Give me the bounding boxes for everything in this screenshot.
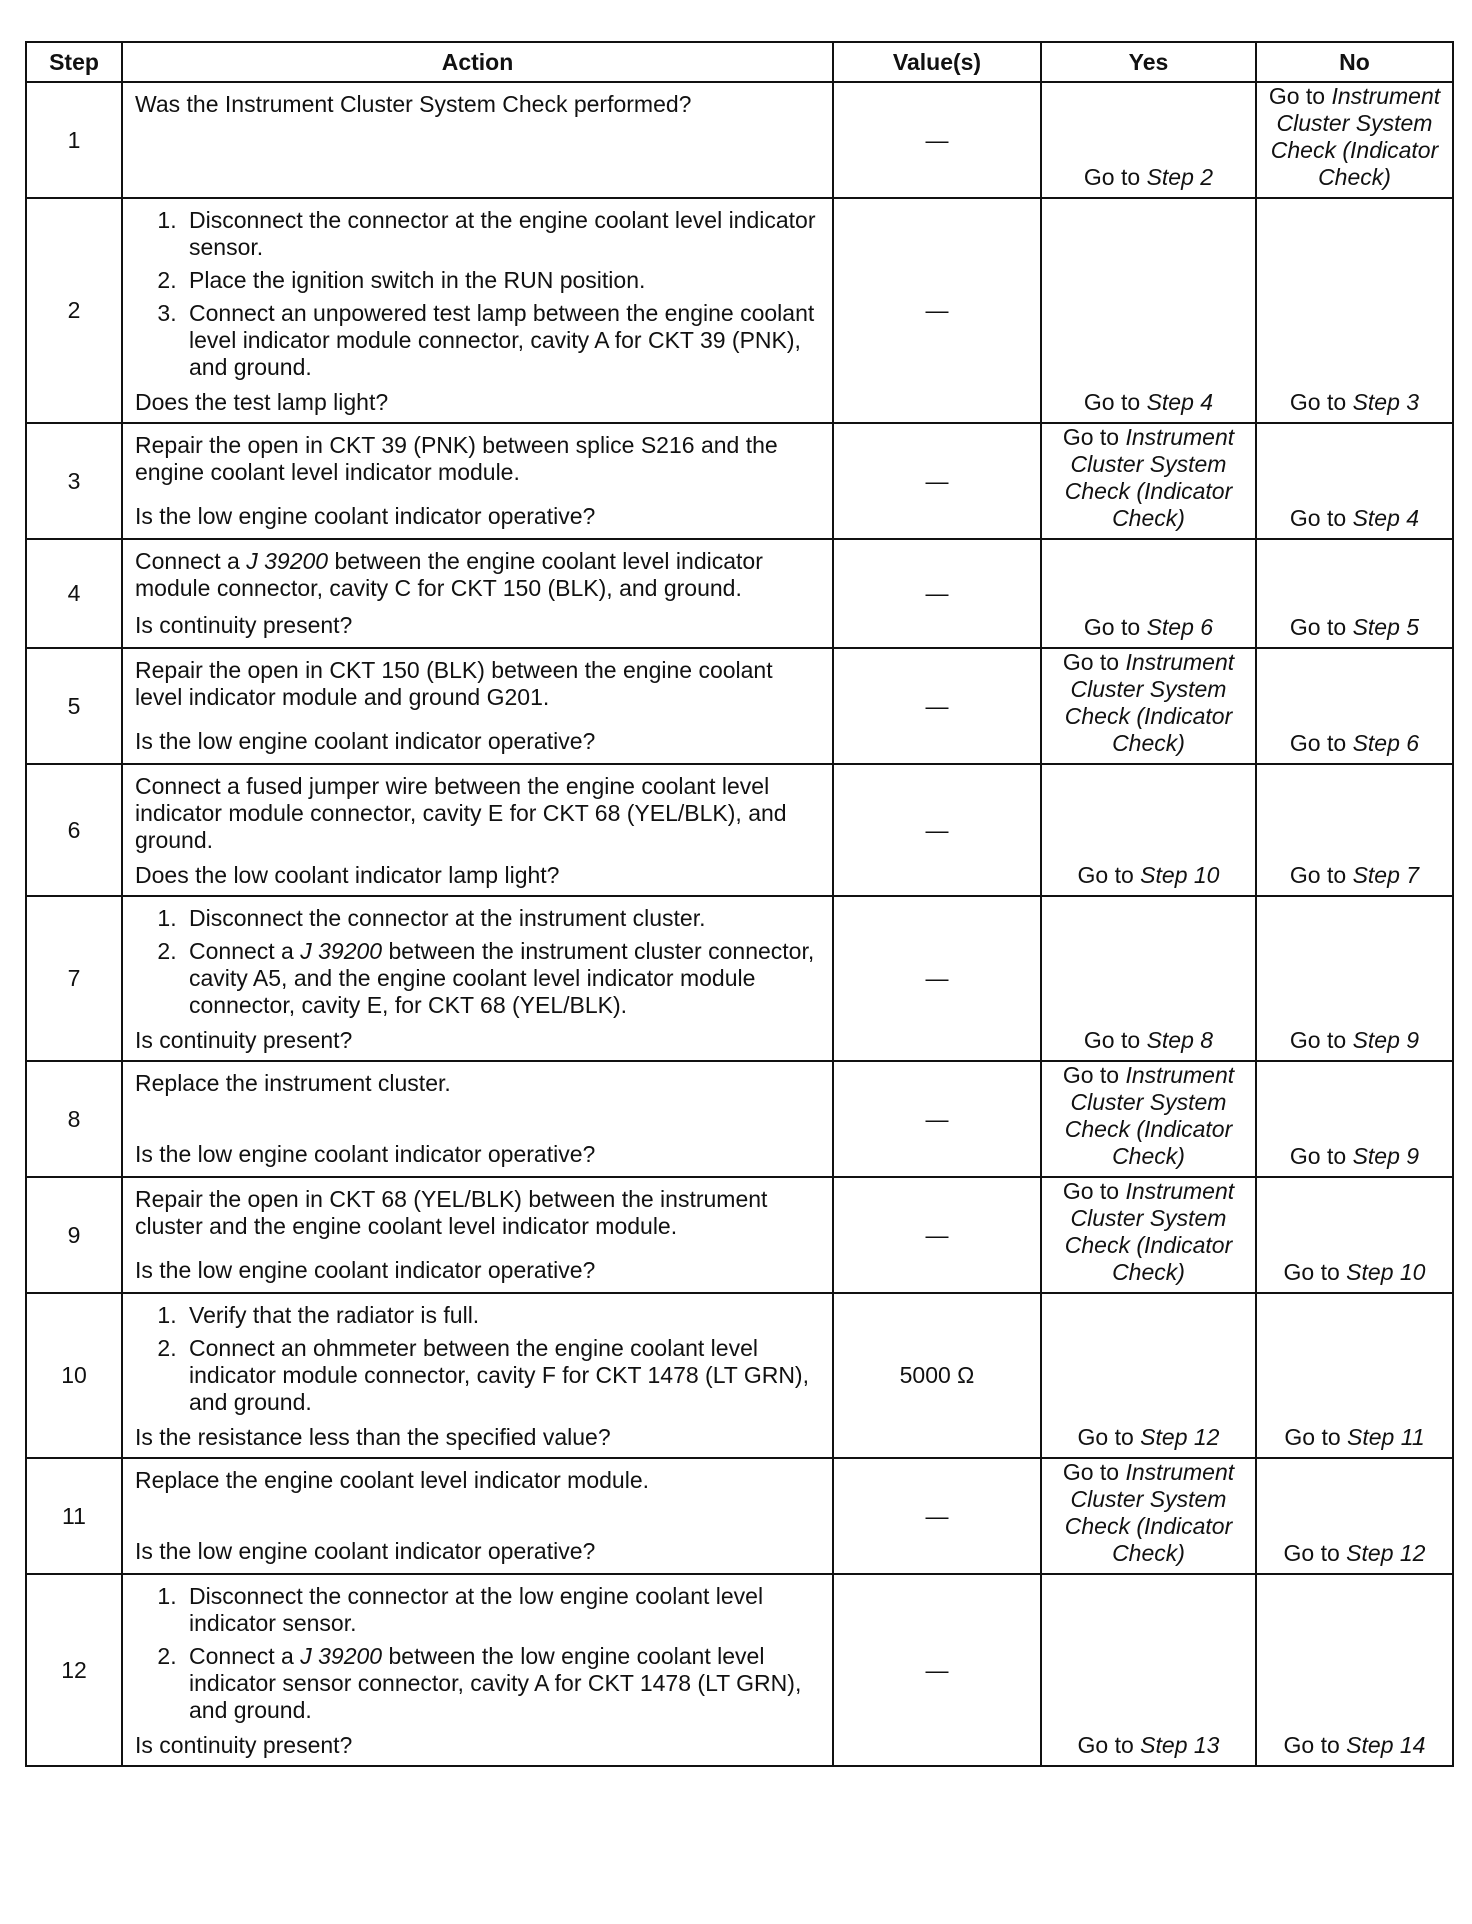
go-to-target: Step 2 <box>1146 164 1214 190</box>
yes-result-link[interactable] <box>1048 1732 1249 1759</box>
tool-reference: J 39200 <box>300 1643 383 1669</box>
step-number: 2 <box>26 198 122 423</box>
no-result <box>1256 648 1453 764</box>
text-run: between the instrument cluster connector, cavity A5, and the engine coolant level indicator module connector, cavity E, for CKT 68 (YEL/BLK). <box>189 938 815 1018</box>
step-number: 6 <box>26 764 122 896</box>
instruction-list-item: 1. Verify that the radiator is full. <box>183 1302 822 1329</box>
instruction-text: Connect a fused jumper wire between the engine coolant level indicator module connector, cavity E for CKT 68 (YEL/BLK), and ground. <box>135 773 787 853</box>
tool-reference: J 39200 <box>300 938 383 964</box>
action-content <box>135 548 822 639</box>
go-to-text: Go to <box>1062 649 1126 675</box>
table-body <box>26 82 1453 1766</box>
action-instructions <box>135 1583 822 1728</box>
go-to-text: Go to <box>1283 1259 1347 1285</box>
yes-result-link[interactable] <box>1048 424 1249 532</box>
text-run: between the low engine coolant level indicator sensor connector, cavity A for CKT 1478 (LT GRN), and ground. <box>189 1643 802 1723</box>
action-instructions <box>135 657 822 715</box>
question-text: Does the test lamp light? <box>135 389 389 415</box>
yes-result <box>1041 1458 1256 1574</box>
value-cell: — <box>833 648 1041 764</box>
no-result <box>1256 539 1453 648</box>
go-to-text: Go to <box>1283 1732 1347 1758</box>
instruction-text: Repair the open in CKT 68 (YEL/BLK) between the instrument cluster and the engine coolant level indicator module. <box>135 1186 768 1239</box>
yes-result-link[interactable] <box>1048 1027 1249 1054</box>
table-row <box>26 82 1453 198</box>
go-to-text: Go to <box>1062 1459 1126 1485</box>
yes-result <box>1041 82 1256 198</box>
instruction-text: Repair the open in CKT 150 (BLK) between the engine coolant level indicator module and ground G201. <box>135 657 773 710</box>
go-to-text: Go to <box>1062 1062 1126 1088</box>
no-result-link[interactable] <box>1263 1540 1446 1567</box>
instruction-list-item: 2. Connect an ohmmeter between the engine coolant level indicator module connector, cavity F for CKT 1478 (LT GRN), and ground. <box>183 1335 822 1416</box>
action-cell <box>122 1061 833 1177</box>
go-to-target: Instrument Cluster System Check (Indicator Check) <box>1270 83 1441 190</box>
action-cell <box>122 423 833 539</box>
text-run: Connect a <box>135 548 247 574</box>
go-to-target: Step 9 <box>1352 1027 1420 1053</box>
go-to-target: Step 11 <box>1347 1424 1425 1450</box>
instruction-text <box>135 548 822 602</box>
yes-result <box>1041 648 1256 764</box>
question-text: Is the low engine coolant indicator operative? <box>135 1141 596 1167</box>
action-content <box>135 905 822 1054</box>
table-row <box>26 198 1453 423</box>
yes-result <box>1041 539 1256 648</box>
no-result-link[interactable] <box>1263 614 1446 641</box>
action-instructions <box>135 432 822 490</box>
table-row <box>26 539 1453 648</box>
table-row <box>26 1293 1453 1458</box>
value-cell: — <box>833 539 1041 648</box>
action-cell <box>122 1574 833 1766</box>
action-content <box>135 1467 822 1565</box>
instruction-list-item: 1. Disconnect the connector at the low engine coolant level indicator sensor. <box>183 1583 822 1637</box>
go-to-target: Instrument Cluster System Check (Indicator Check) <box>1064 424 1235 531</box>
action-instructions <box>135 91 822 122</box>
go-to-text: Go to <box>1083 389 1147 415</box>
no-result <box>1256 764 1453 896</box>
no-result-link[interactable] <box>1263 505 1446 532</box>
instruction-list-item: 3. Connect an unpowered test lamp between the engine coolant level indicator module connector, cavity A for CKT 39 (PNK), and ground. <box>183 300 822 381</box>
go-to-target: Instrument Cluster System Check (Indicator Check) <box>1064 1178 1235 1285</box>
text-run: Connect a <box>189 938 301 964</box>
go-to-target: Step 6 <box>1146 614 1214 640</box>
question-text: Is the resistance less than the specified value? <box>135 1424 611 1450</box>
step-number: 11 <box>26 1458 122 1574</box>
go-to-target: Instrument Cluster System Check (Indicator Check) <box>1064 1459 1235 1566</box>
go-to-target: Step 12 <box>1346 1540 1426 1566</box>
go-to-text: Go to <box>1289 389 1353 415</box>
header-step: Step <box>26 42 122 82</box>
go-to-target: Step 7 <box>1352 862 1420 888</box>
value-cell: — <box>833 764 1041 896</box>
no-result <box>1256 1061 1453 1177</box>
go-to-text: Go to <box>1289 862 1353 888</box>
instruction-list-item <box>183 1643 822 1724</box>
action-instructions <box>135 773 822 858</box>
go-to-target: Step 8 <box>1146 1027 1214 1053</box>
yes-result <box>1041 1574 1256 1766</box>
go-to-text: Go to <box>1268 83 1332 109</box>
table-row <box>26 648 1453 764</box>
action-content <box>135 657 822 755</box>
header-row <box>26 42 1453 82</box>
no-result-link[interactable] <box>1263 730 1446 757</box>
go-to-text: Go to <box>1083 614 1147 640</box>
header-no: No <box>1256 42 1453 82</box>
go-to-target: Step 3 <box>1352 389 1420 415</box>
go-to-text: Go to <box>1289 1143 1353 1169</box>
question-text: Is continuity present? <box>135 1027 353 1053</box>
no-result <box>1256 423 1453 539</box>
go-to-text: Go to <box>1077 862 1141 888</box>
go-to-target: Step 4 <box>1352 505 1420 531</box>
go-to-text: Go to <box>1284 1424 1348 1450</box>
instruction-list-item <box>183 938 822 1019</box>
go-to-target: Step 5 <box>1352 614 1420 640</box>
step-number: 1 <box>26 82 122 198</box>
tool-reference: J 39200 <box>246 548 329 574</box>
action-content <box>135 773 822 889</box>
go-to-text: Go to <box>1062 424 1126 450</box>
yes-result-link[interactable] <box>1048 862 1249 889</box>
step-number: 3 <box>26 423 122 539</box>
action-content <box>135 432 822 530</box>
action-content <box>135 1583 822 1759</box>
no-result <box>1256 1293 1453 1458</box>
yes-result-link[interactable] <box>1048 1178 1249 1286</box>
action-cell <box>122 539 833 648</box>
no-result-link[interactable] <box>1263 389 1446 416</box>
yes-result-link[interactable] <box>1048 164 1249 191</box>
go-to-target: Instrument Cluster System Check (Indicator Check) <box>1064 1062 1235 1169</box>
go-to-text: Go to <box>1289 505 1353 531</box>
table-row <box>26 1574 1453 1766</box>
go-to-text: Go to <box>1083 1027 1147 1053</box>
action-instructions <box>135 207 822 385</box>
go-to-text: Go to <box>1289 1027 1353 1053</box>
table-row <box>26 896 1453 1061</box>
go-to-target: Instrument Cluster System Check (Indicator Check) <box>1064 649 1235 756</box>
question-text: Does the low coolant indicator lamp light? <box>135 862 560 888</box>
action-instructions <box>135 1467 822 1498</box>
action-instructions <box>135 905 822 1023</box>
action-cell <box>122 198 833 423</box>
value-cell: 5000 Ω <box>833 1293 1041 1458</box>
yes-result-link[interactable] <box>1048 649 1249 757</box>
go-to-target: Step 9 <box>1352 1143 1420 1169</box>
action-cell <box>122 764 833 896</box>
instruction-text: Replace the instrument cluster. <box>135 1070 451 1096</box>
action-cell <box>122 1293 833 1458</box>
go-to-target: Step 12 <box>1140 1424 1220 1450</box>
yes-result <box>1041 764 1256 896</box>
no-result <box>1256 82 1453 198</box>
value-cell: — <box>833 896 1041 1061</box>
go-to-text: Go to <box>1289 614 1353 640</box>
header-action: Action <box>122 42 833 82</box>
action-content <box>135 1302 822 1451</box>
yes-result-link[interactable] <box>1048 1459 1249 1567</box>
diagnostic-table <box>25 41 1454 1767</box>
action-content <box>135 1070 822 1168</box>
go-to-text: Go to <box>1077 1424 1141 1450</box>
instruction-text: Replace the engine coolant level indicator module. <box>135 1467 649 1493</box>
go-to-text: Go to <box>1289 730 1353 756</box>
yes-result <box>1041 198 1256 423</box>
action-cell <box>122 648 833 764</box>
step-number: 5 <box>26 648 122 764</box>
no-result <box>1256 1458 1453 1574</box>
value-cell: — <box>833 1574 1041 1766</box>
go-to-target: Step 14 <box>1346 1732 1426 1758</box>
action-instructions <box>135 1070 822 1101</box>
table-row <box>26 764 1453 896</box>
no-result-link[interactable] <box>1263 862 1446 889</box>
go-to-text: Go to <box>1283 1540 1347 1566</box>
no-result-link[interactable] <box>1263 1143 1446 1170</box>
value-cell: — <box>833 1458 1041 1574</box>
instruction-list <box>135 1302 822 1416</box>
value-cell: — <box>833 82 1041 198</box>
value-cell: — <box>833 423 1041 539</box>
go-to-text: Go to <box>1077 1732 1141 1758</box>
no-result-link[interactable] <box>1263 1424 1446 1451</box>
step-number: 7 <box>26 896 122 1061</box>
yes-result-link[interactable] <box>1048 1424 1249 1451</box>
value-cell: — <box>833 1061 1041 1177</box>
instruction-list <box>135 905 822 1019</box>
action-content <box>135 91 822 189</box>
action-content <box>135 1186 822 1284</box>
text-run: between the engine coolant level indicator module connector, cavity C for CKT 150 (BLK), and ground. <box>135 548 763 601</box>
action-content <box>135 207 822 416</box>
go-to-text: Go to <box>1062 1178 1126 1204</box>
yes-result <box>1041 423 1256 539</box>
go-to-target: Step 4 <box>1146 389 1214 415</box>
yes-result <box>1041 896 1256 1061</box>
go-to-target: Step 10 <box>1140 862 1220 888</box>
table-row <box>26 1177 1453 1293</box>
action-instructions <box>135 548 822 606</box>
action-cell <box>122 1458 833 1574</box>
question-text: Is continuity present? <box>135 612 353 638</box>
step-number: 8 <box>26 1061 122 1177</box>
value-cell: — <box>833 1177 1041 1293</box>
no-result <box>1256 1177 1453 1293</box>
yes-result-link[interactable] <box>1048 389 1249 416</box>
action-instructions <box>135 1302 822 1420</box>
yes-result-link[interactable] <box>1048 614 1249 641</box>
question-text: Is the low engine coolant indicator operative? <box>135 503 596 529</box>
instruction-text: Repair the open in CKT 39 (PNK) between splice S216 and the engine coolant level indicator module. <box>135 432 778 485</box>
value-cell: — <box>833 198 1041 423</box>
action-cell <box>122 82 833 198</box>
instruction-list-item: 2. Place the ignition switch in the RUN position. <box>183 267 822 294</box>
table-row <box>26 1458 1453 1574</box>
step-number: 9 <box>26 1177 122 1293</box>
instruction-list-item: 1. Disconnect the connector at the engine coolant level indicator sensor. <box>183 207 822 261</box>
table-row <box>26 423 1453 539</box>
yes-result <box>1041 1061 1256 1177</box>
yes-result <box>1041 1177 1256 1293</box>
question-text: Is the low engine coolant indicator operative? <box>135 1257 596 1283</box>
step-number: 4 <box>26 539 122 648</box>
header-values: Value(s) <box>833 42 1041 82</box>
yes-result-link[interactable] <box>1048 1062 1249 1170</box>
question-text: Is the low engine coolant indicator operative? <box>135 728 596 754</box>
instruction-list-item: 1. Disconnect the connector at the instrument cluster. <box>183 905 822 932</box>
action-cell <box>122 1177 833 1293</box>
question-text: Is the low engine coolant indicator operative? <box>135 1538 596 1564</box>
text-run: Connect a <box>189 1643 301 1669</box>
action-cell <box>122 896 833 1061</box>
step-number: 12 <box>26 1574 122 1766</box>
go-to-target: Step 13 <box>1140 1732 1220 1758</box>
question-text: Is continuity present? <box>135 1732 353 1758</box>
diagnostic-table-sheet <box>25 41 1452 1767</box>
go-to-target: Step 10 <box>1346 1259 1426 1285</box>
no-result-link[interactable] <box>1263 1027 1446 1054</box>
no-result-link[interactable] <box>1263 1732 1446 1759</box>
go-to-target: Step 6 <box>1352 730 1420 756</box>
instruction-list <box>135 1583 822 1724</box>
no-result <box>1256 896 1453 1061</box>
no-result <box>1256 198 1453 423</box>
no-result <box>1256 1574 1453 1766</box>
table-row <box>26 1061 1453 1177</box>
yes-result <box>1041 1293 1256 1458</box>
no-result-link[interactable] <box>1263 83 1446 191</box>
instruction-list <box>135 207 822 381</box>
action-instructions <box>135 1186 822 1244</box>
no-result-link[interactable] <box>1263 1259 1446 1286</box>
instruction-text: Was the Instrument Cluster System Check performed? <box>135 91 692 117</box>
go-to-text: Go to <box>1083 164 1147 190</box>
step-number: 10 <box>26 1293 122 1458</box>
header-yes: Yes <box>1041 42 1256 82</box>
